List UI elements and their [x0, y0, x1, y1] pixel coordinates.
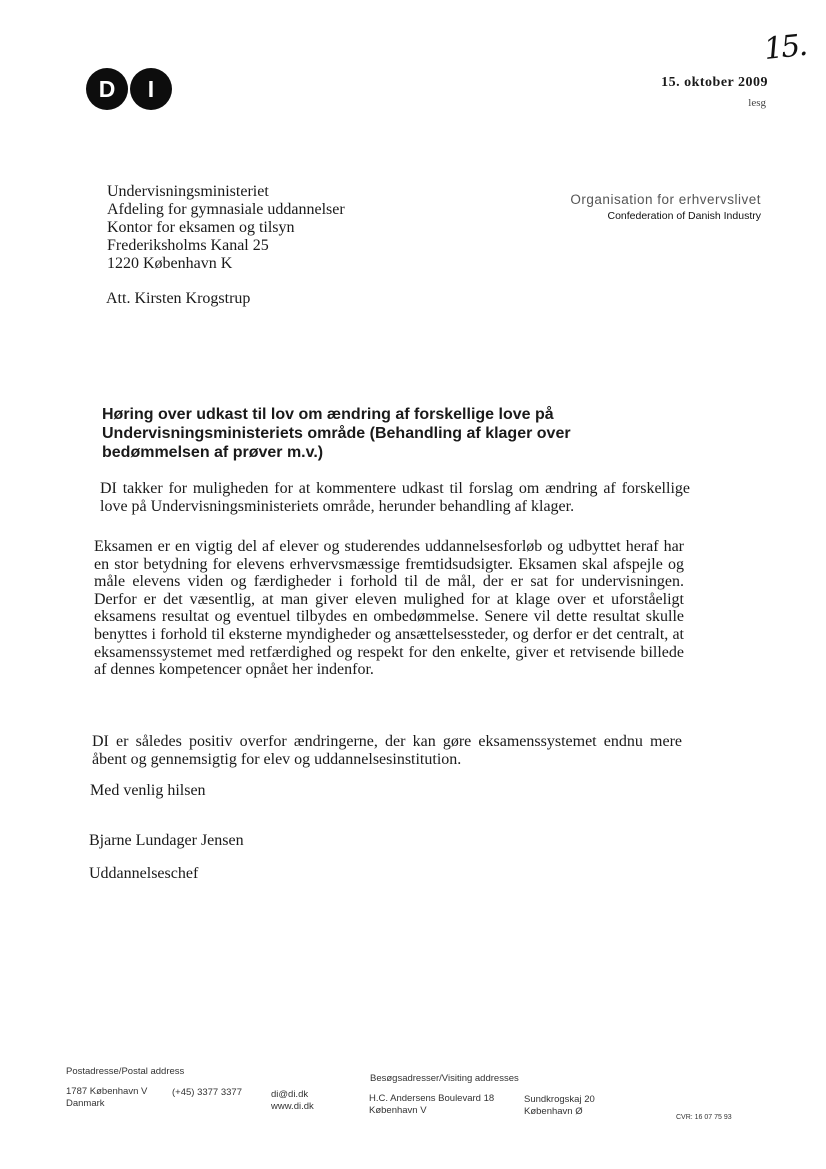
recipient-line: 1220 København K: [107, 255, 233, 272]
footer-postal-label: Postadresse/Postal address: [66, 1066, 185, 1077]
footer-website: www.di.dk: [271, 1101, 314, 1112]
footer-contact: [271, 1089, 314, 1113]
logo-letter-i: I: [130, 68, 172, 110]
logo-letter-d: D: [86, 68, 128, 110]
body-paragraph: DI takker for muligheden for at kommentere udkast til forslag om ændring af forskellige love på Undervisningsministeriets område, herunder behandling af klager.: [100, 480, 690, 515]
organisation-line-danish: Organisation for erhvervslivet: [570, 192, 761, 207]
footer-phone: (+45) 3377 3377: [172, 1087, 242, 1098]
footer-visiting-line: København V: [369, 1105, 427, 1116]
signer-title: Uddannelseschef: [89, 865, 199, 882]
footer-visiting-address-1: [369, 1093, 494, 1117]
letter-subject: Høring over udkast til lov om ændring af forskellige love på Undervisningsministeriets område (Behandling af klager over bedømmelsen af prøver m.v.): [102, 406, 571, 461]
recipient-line: Frederiksholms Kanal 25: [107, 237, 269, 254]
body-paragraph: DI er således positiv overfor ændringerne, der kan gøre eksamenssystemet endnu mere åbent og gennemsigtig for elev og uddannelsesinstitution.: [92, 733, 682, 768]
organisation-tagline: [570, 192, 761, 222]
recipient-line: Undervisningsministeriet: [107, 183, 269, 200]
letter-date: 15. oktober 2009: [661, 75, 768, 90]
recipient-address: [107, 183, 345, 273]
organisation-line-english: Confederation of Danish Industry: [607, 210, 761, 222]
handwritten-page-number: 15.: [762, 27, 808, 68]
body-paragraph: Eksamen er en vigtig del af elever og studerendes uddannelsesforløb og udbyttet heraf har en stor betydning for elevens erhvervsmæssige fremtidsudsigter. Eksamen skal afspejle og måle elevens viden og færdigheder i forhold til de mål, der er sat for undervisningen. Derfor er det væsentlig, at man giver eleven mulighed for at klage over et uforståeligt eksamens resultat og eventuel tilbydes en ombedømmelse. Senere vil dette resultat skulle benyttes i forhold til eksterne myndigheder og ansættelsessteder, og derfor er det centralt, at eksamenssystemet med retfærdighed og respekt for den enkelte, giver et retvisende billede af dennes kompetencer opnået her indenfor.: [94, 538, 684, 679]
footer-email: di@di.dk: [271, 1089, 309, 1100]
closing-greeting: Med venlig hilsen: [90, 782, 206, 799]
footer-visiting-line: København Ø: [524, 1106, 583, 1117]
footer-visiting-address-2: [524, 1094, 595, 1118]
di-logo: [86, 68, 172, 110]
recipient-line: Kontor for eksamen og tilsyn: [107, 219, 295, 236]
author-initials: lesg: [748, 97, 766, 109]
footer-visiting-label: Besøgsadresser/Visiting addresses: [370, 1073, 519, 1084]
footer-postal-line: 1787 København V: [66, 1086, 148, 1097]
footer-visiting-line: Sundkrogskaj 20: [524, 1094, 595, 1105]
footer-visiting-line: H.C. Andersens Boulevard 18: [369, 1093, 495, 1104]
footer-postal-address: [66, 1086, 147, 1110]
signer-name: Bjarne Lundager Jensen: [89, 832, 244, 849]
footer-postal-line: Danmark: [66, 1098, 105, 1109]
recipient-line: Afdeling for gymnasiale uddannelser: [107, 201, 345, 218]
footer-cvr: CVR: 16 07 75 93: [676, 1114, 732, 1121]
attention-line: Att. Kirsten Krogstrup: [106, 290, 251, 307]
